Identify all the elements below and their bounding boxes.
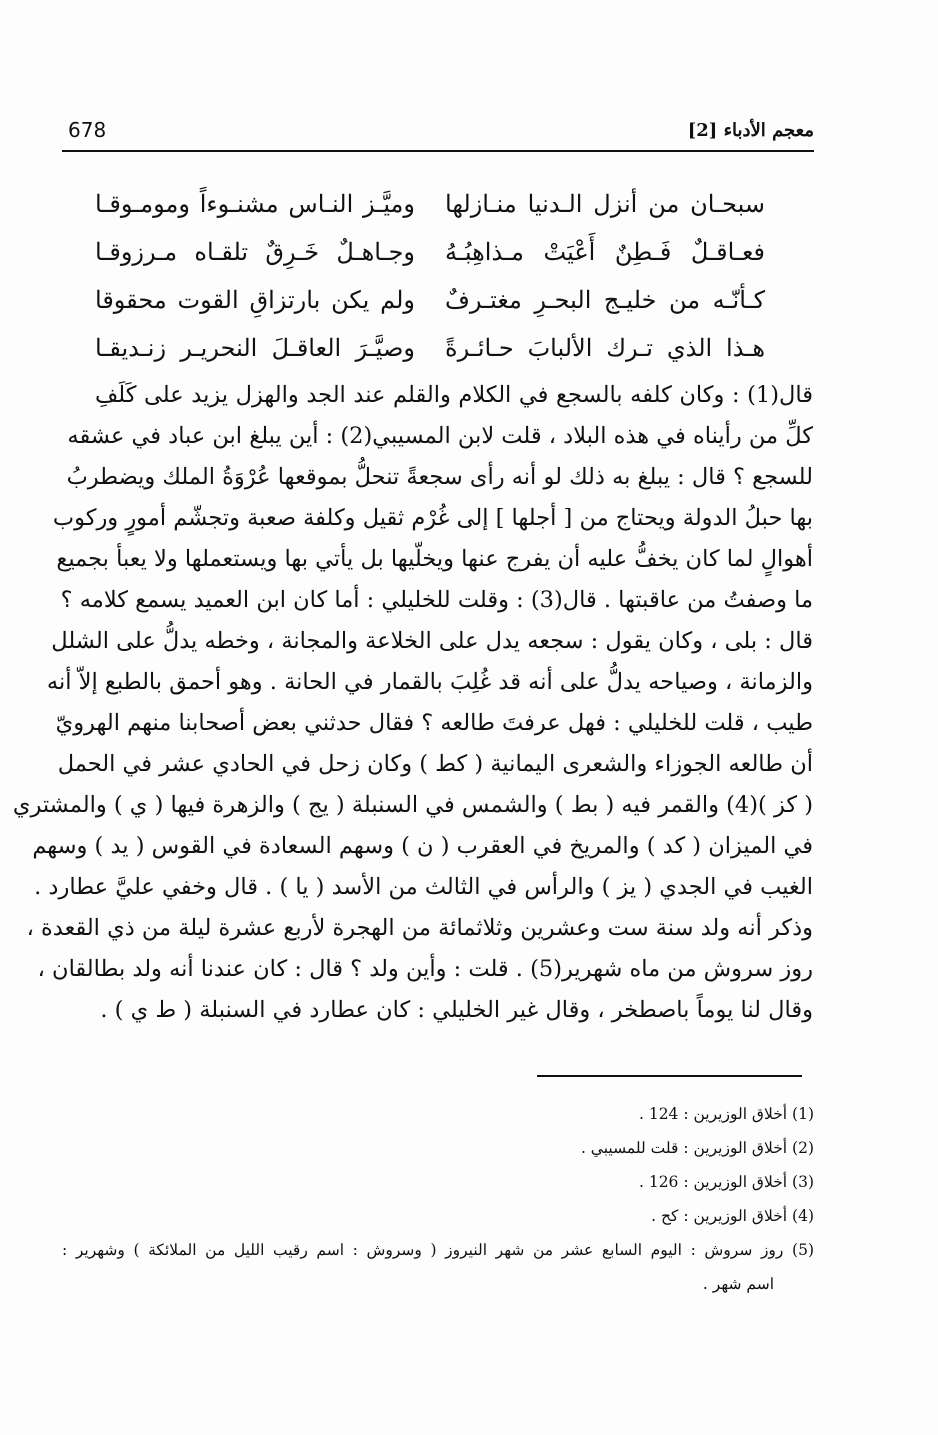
verse-row [95,324,765,372]
text-line: وقال لنا يوماً باصطخر ، وقال غير الخليلي : كان عطارد في السنبلة ( ط ي ) . [100,997,813,1023]
verse-first-hemistich: هـذا الذي تـرك الألبابَ حـائـرةً [445,334,765,362]
text-line: قال(1) : وكان كلفه بالسجع في الكلام والقلم عند الجد والهزل يزيد على كَلَفِ [95,382,813,408]
verse-second-hemistich: وصيَّـرَ العاقـلَ النحريـر زنـديقـا [95,334,415,362]
verse-row [95,276,765,324]
text-line: بها حبلُ الدولة ويحتاج من [ أجلها ] إلى غُرْم ثقيل وكلفة صعبة وتجشّم أمورٍ وركوب [52,505,813,531]
text-line: في الميزان ( كد ) والمريخ في العقرب ( ن ) وسهم السعادة في القوس ( يد ) وسهم [32,833,813,859]
text-line: روز سروش من ماه شهرير(5) . قلت : وأين ولد ؟ قال : كان عندنا أنه ولد بطالقان ، [37,956,813,982]
text-line: أن طالعه الجوزاء والشعرى اليمانية ( كط ) وكان زحل في الحادي عشر في الحمل [57,751,813,777]
footnote: (5) روز سروش : اليوم السابع عشر من شهر النيروز ( وسروش : اسم رقيب الليل من الملائكة ) وشهرير : [62,1241,814,1259]
verse-second-hemistich: وميَّـز النـاس مشنـوءاً ومومـوقـا [95,190,415,218]
page-number: 678 [68,118,107,142]
footnote: (1) أخلاق الوزيرين : 124 . [638,1105,814,1123]
main-text [12,375,813,1031]
text-line: وذكر أنه ولد سنة ست وعشرين وثلاثمائة من الهجرة لأربع عشرة ليلة من ذي القعدة ، [26,915,813,941]
footnote-continuation: اسم شهر . [702,1275,774,1293]
verse-first-hemistich: فعـاقـلٌ فَـطِنٌ أَعْيَتْ مـذاهِبُـهُ [445,238,765,266]
text-line: كلِّ من رأيناه في هذه البلاد ، قلت لابن المسيبي(2) : أين يبلغ ابن عباد في عشقه [67,423,813,449]
header-rule [62,150,814,152]
text-line: الغيب في الجدي ( يز ) والرأس في الثالث من الأسد ( يا ) . قال وخفي عليَّ عطارد . [34,874,813,900]
footnotes [62,1097,814,1301]
verse-first-hemistich: سبحـان من أنزل الـدنيا منـازلها [445,190,765,218]
footnote: (4) أخلاق الوزيرين : كح . [651,1207,814,1225]
footnote: (3) أخلاق الوزيرين : 126 . [638,1173,814,1191]
footnote-rule [537,1075,802,1077]
verse-row [95,180,765,228]
footnote: (2) أخلاق الوزيرين : قلت للمسيبي . [580,1139,814,1157]
text-line: أهوالٍ لما كان يخفُّ عليه أن يفرج عنها ويخلّيها بل يأتي بها ويستعملها ولا يعبأ بجميع [56,546,813,572]
text-line: قال : بلى ، وكان يقول : سجعه يدل على الخلاعة والمجانة ، وخطه يدلُّ على الشلل [51,628,813,654]
text-line: ( كز )(4) والقمر فيه ( بط ) والشمس في السنبلة ( يج ) والزهرة فيها ( ي ) والمشتري [12,792,813,818]
verse-row [95,228,765,276]
verse-second-hemistich: ولم يكن بارتزاقِ القوت محقوقا [95,286,415,314]
text-line: طيب ، قلت للخليلي : فهل عرفتَ طالعه ؟ فقال حدثني بعض أصحابنا منهم الهرويّ [55,710,813,736]
running-title: معجم الأدباء [2] [687,120,814,141]
poem-block [95,180,765,372]
text-line: للسجع ؟ قال : يبلغ به ذلك لو أنه رأى سجعةً تنحلُّ بموقعها عُرْوَةُ الملك ويضطربُ [66,464,813,490]
text-line: والزمانة ، وصياحه يدلُّ على أنه قد غُلِبَ بالقمار في الحانة . وهو أحمق بالطبع إلاّ أنه [46,669,813,695]
verse-second-hemistich: وجـاهـلٌ خَـرِقٌ تلقـاه مـرزوقـا [95,238,415,266]
verse-first-hemistich: كـأنّـه من خليـج البحـرِ مغتـرفٌ [445,286,765,314]
page-header [62,112,814,150]
text-line: ما وصفتُ من عاقبتها . قال(3) : وقلت للخليلي : أما كان ابن العميد يسمع كلامه ؟ [60,587,813,613]
